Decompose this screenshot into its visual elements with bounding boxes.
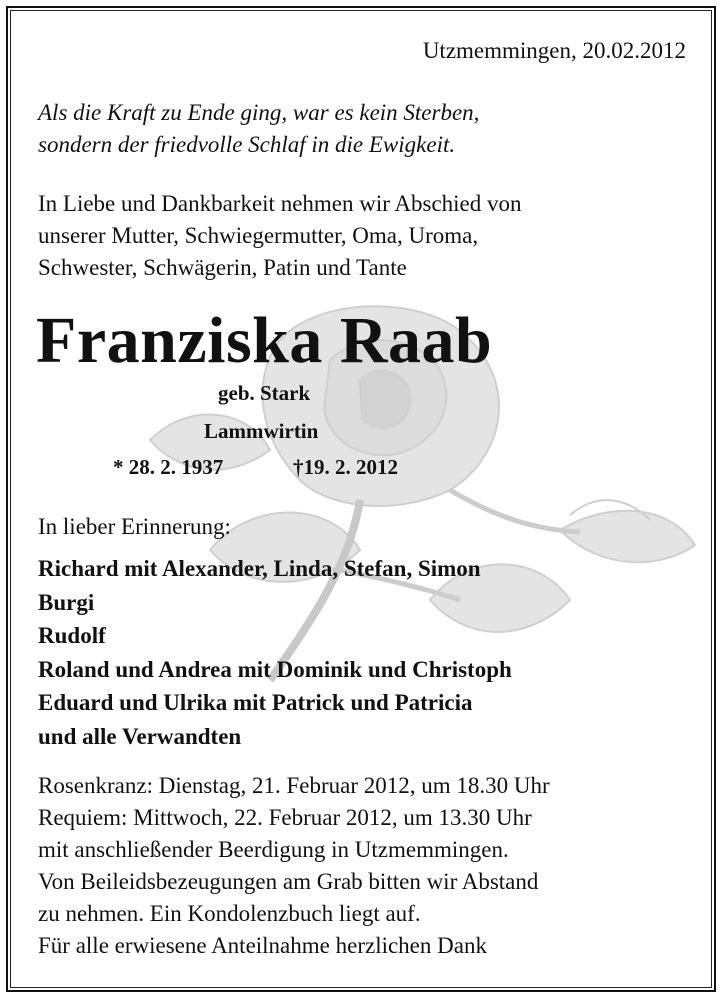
mourner-line: Eduard und Ulrika mit Patrick und Patricia (38, 690, 473, 715)
death-date: †19. 2. 2012 (293, 455, 398, 479)
memory-label: In lieber Erinnerung: (38, 514, 231, 539)
mourner-line: Richard mit Alexander, Linda, Stefan, Simon (38, 556, 481, 581)
info-line: Rosenkranz: Dienstag, 21. Februar 2012, um 18.30 Uhr (38, 773, 550, 798)
mourners-list (38, 552, 512, 753)
memorial-quote (38, 97, 479, 161)
deceased-name: Franziska Raab (36, 304, 493, 377)
info-line: Requiem: Mittwoch, 22. Februar 2012, um 13.30 Uhr (38, 805, 532, 830)
info-line: Für alle erwiesene Anteilnahme herzlichen Dank (38, 933, 487, 958)
intro-line: In Liebe und Dankbarkeit nehmen wir Abschied von (38, 191, 522, 216)
intro-line: Schwester, Schwägerin, Patin und Tante (38, 255, 407, 280)
farewell-intro (38, 188, 522, 284)
info-line: mit anschließender Beerdigung in Utzmemmingen. (38, 837, 509, 862)
mourner-line: Roland und Andrea mit Dominik und Christoph (38, 656, 512, 682)
mourner-line: Burgi (38, 589, 95, 615)
intro-line: unserer Mutter, Schwiegermutter, Oma, Uroma, (38, 223, 479, 248)
service-info (38, 770, 550, 962)
info-line: Von Beileidsbezeugungen am Grab bitten wir Abstand (38, 869, 539, 894)
mourner-line: Rudolf (38, 623, 106, 648)
birth-date: * 28. 2. 1937 (113, 455, 224, 479)
mourner-line: und alle Verwandten (38, 723, 242, 749)
info-line: zu nehmen. Ein Kondolenzbuch liegt auf. (38, 901, 421, 926)
place-date: Utzmemmingen, 20.02.2012 (422, 38, 686, 63)
deceased-role: Lammwirtin (204, 419, 319, 443)
maiden-name: geb. Stark (218, 381, 311, 405)
quote-line: Als die Kraft zu Ende ging, war es kein Sterben, (38, 100, 480, 125)
quote-line: sondern der friedvolle Schlaf in die Ewigkeit. (38, 132, 456, 157)
